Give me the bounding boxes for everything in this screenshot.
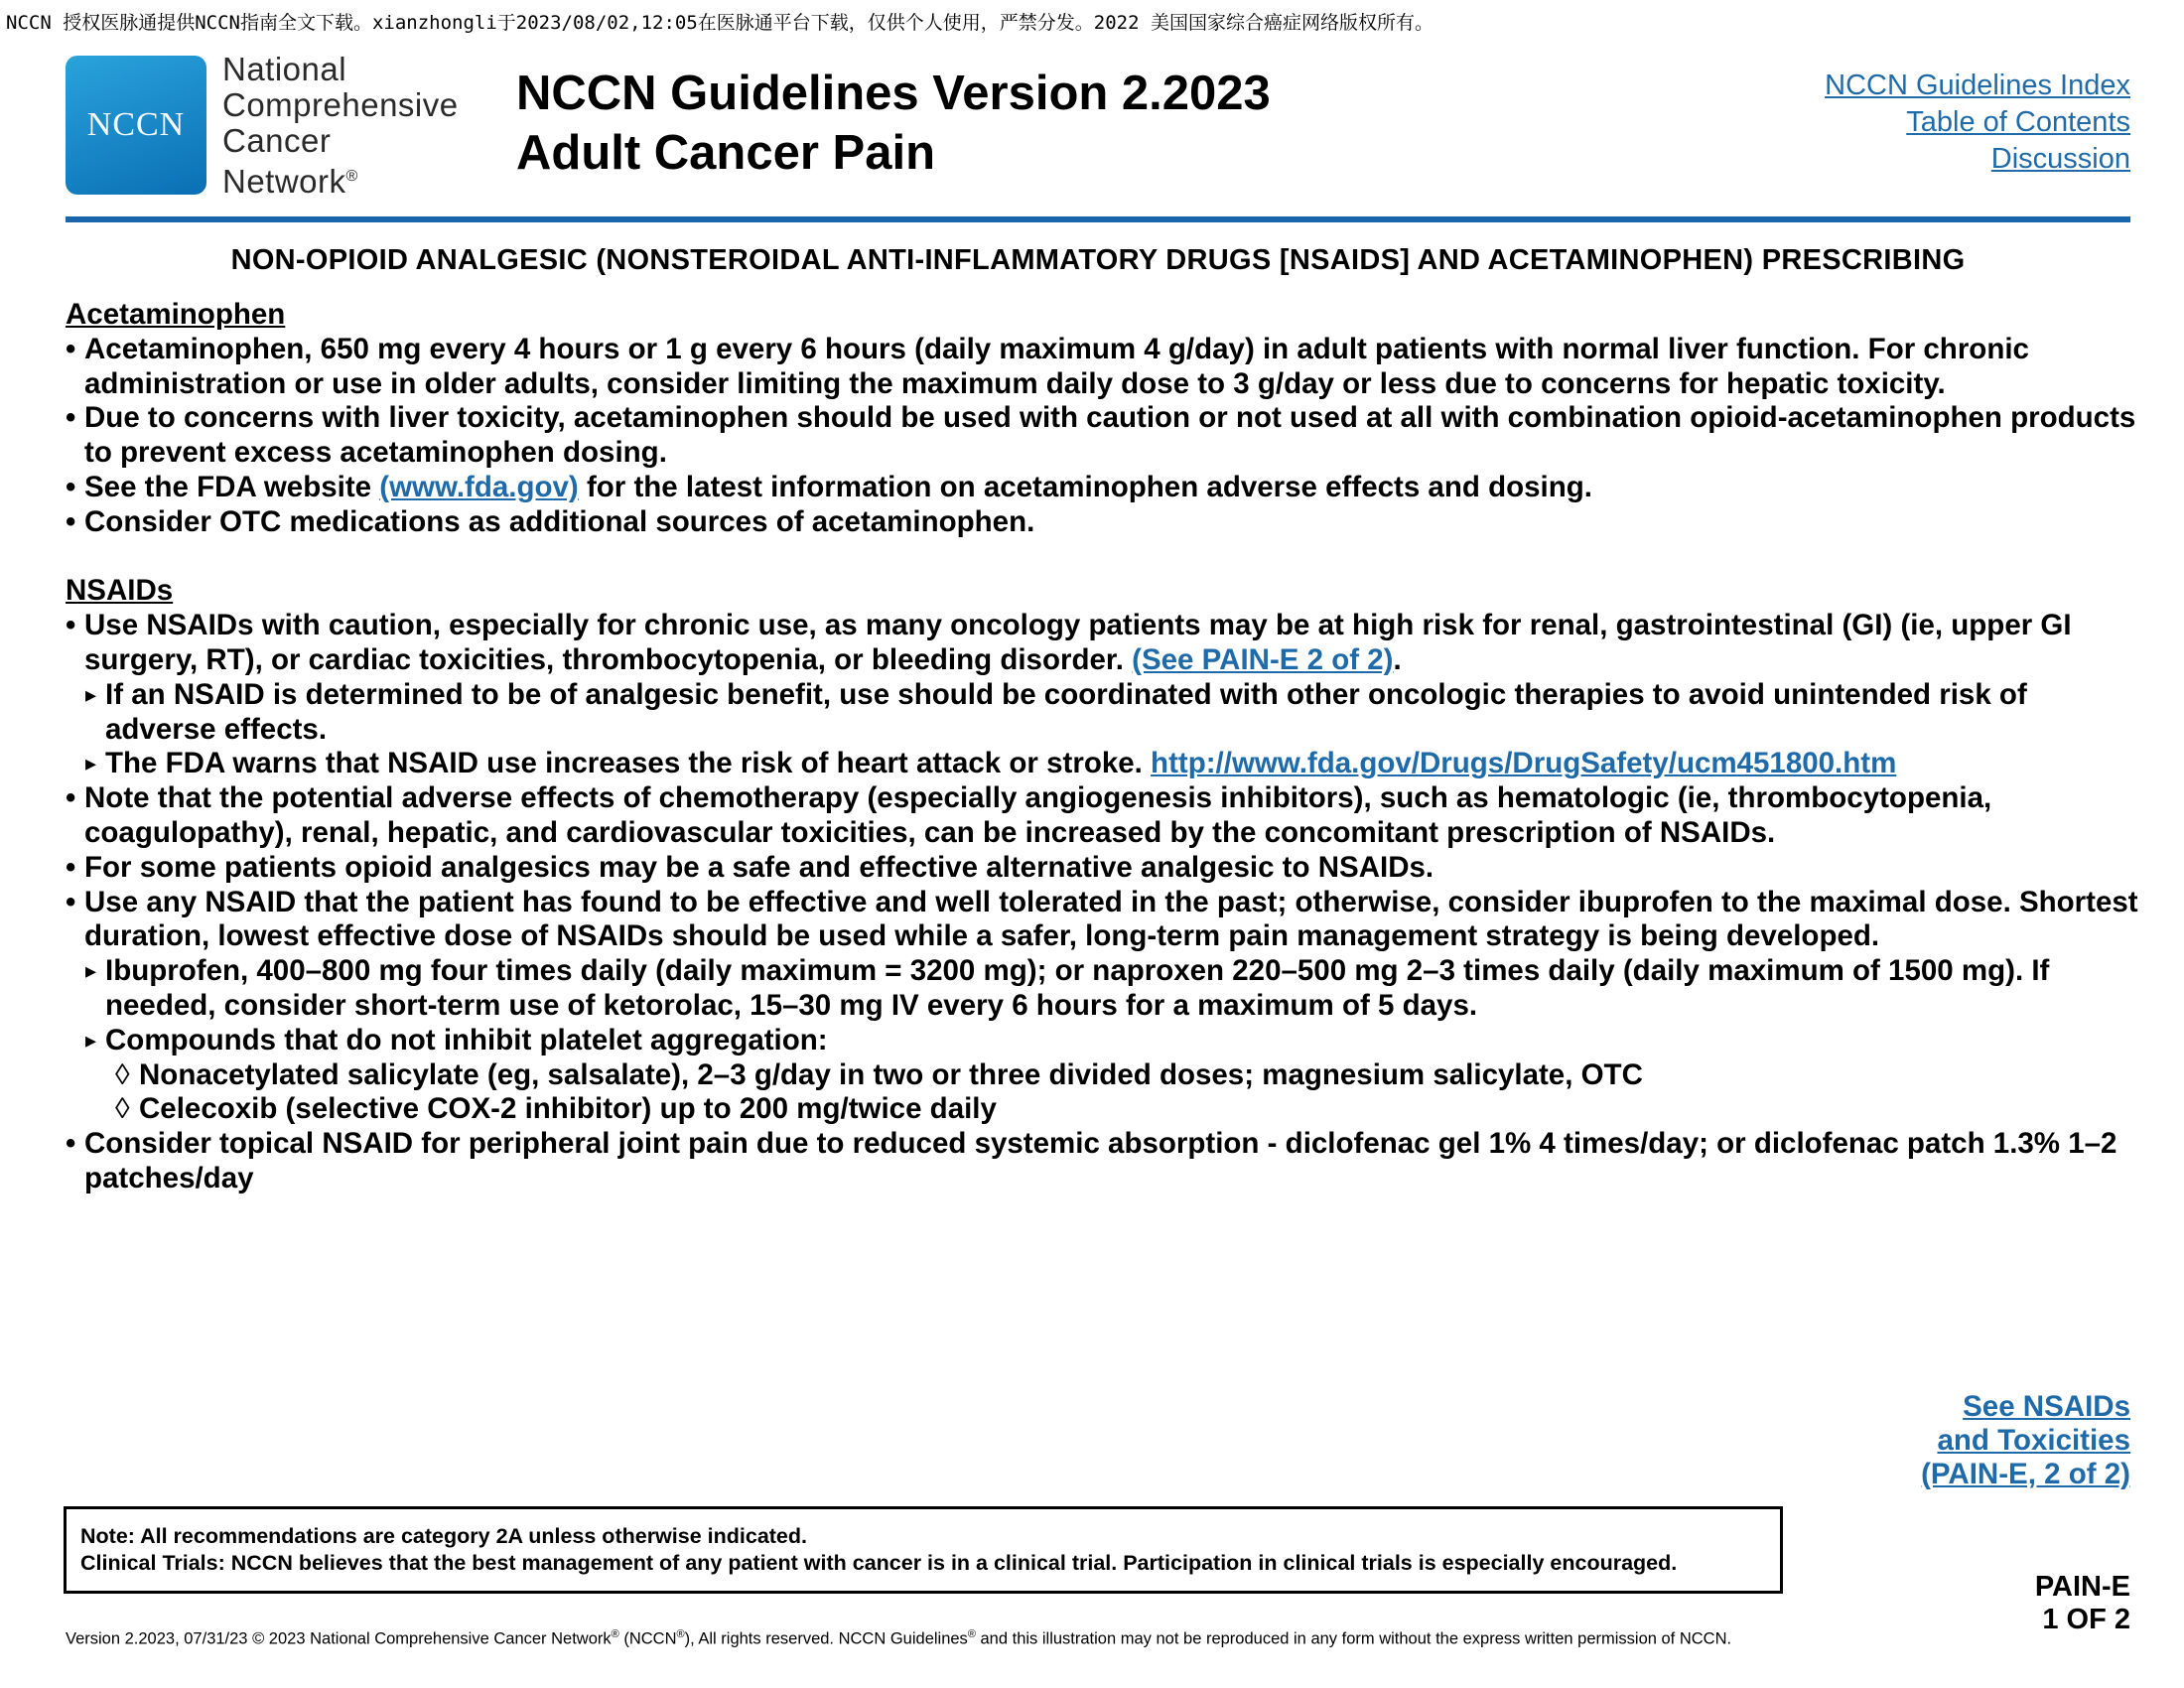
nccn-logo <box>66 56 206 195</box>
table-of-contents-link[interactable]: Table of Contents <box>1906 106 2130 138</box>
bullet-icon: • <box>66 470 76 503</box>
bullet-text: . <box>1393 642 1402 676</box>
copyright-text: Version 2.2023, 07/31/23 © 2023 National Comprehensive Cancer Network <box>66 1629 612 1648</box>
note-box <box>64 1506 1783 1594</box>
pain-e-2-link[interactable]: (See PAIN-E 2 of 2) <box>1132 642 1394 676</box>
header-divider <box>66 216 2130 222</box>
registered-mark: ® <box>345 168 358 185</box>
fda-website-link[interactable]: (www.fda.gov) <box>379 470 579 503</box>
sub-list-item <box>66 954 2140 1024</box>
guideline-topic: Adult Cancer Pain <box>516 126 936 180</box>
org-name-line: National <box>222 51 347 87</box>
bullet-text: Consider topical NSAID for peripheral joint pain due to reduced systemic absorption - diclofenac gel 1% 4 times/day; or diclofenac patch 1.3% 1–2 patches/day <box>84 1127 2117 1195</box>
bullet-icon: • <box>66 504 76 538</box>
registered-mark: ® <box>676 1628 685 1640</box>
bullet-text: For some patients opioid analgesics may be a safe and effective alternative analgesic to NSAIDs. <box>84 850 1434 884</box>
bullet-text: See the FDA website <box>84 470 380 503</box>
bullet-icon: • <box>66 885 76 918</box>
bullet-icon: • <box>66 850 76 884</box>
bullet-text: Due to concerns with liver toxicity, acetaminophen should be used with caution or not used at all with combination opioid-acetaminophen products to prevent excess acetaminophen dosing. <box>84 401 2136 470</box>
bullet-icon: • <box>66 401 76 435</box>
sub-sub-list-item <box>66 1092 2140 1127</box>
org-name-line: Comprehensive <box>222 86 459 123</box>
bullet-text: Compounds that do not inhibit platelet aggregation: <box>105 1023 828 1056</box>
bullet-text: Use any NSAID that the patient has found to be effective and well tolerated in the past; otherwise, consider ibuprofen to the maximal dose. Shortest duration, lowest effective dose of NSAIDs should be used while a safer, long-term pain management strategy is being developed. <box>84 885 2138 953</box>
note-category: Note: All recommendations are category 2A unless otherwise indicated. <box>80 1524 807 1548</box>
organization-name <box>222 52 459 200</box>
list-item <box>66 333 2140 402</box>
bullet-text: If an NSAID is determined to be of analgesic benefit, use should be coordinated with other oncologic therapies to avoid unintended risk of adverse effects. <box>105 677 2027 746</box>
arrow-bullet-icon: ▸ <box>85 1027 97 1053</box>
list-item <box>66 505 2140 540</box>
diamond-bullet-icon: ◊ <box>115 1092 130 1126</box>
spacer <box>66 540 2140 575</box>
sub-list-item <box>66 678 2140 748</box>
list-item <box>66 886 2140 955</box>
nsaids-toxicities-link[interactable] <box>1921 1390 2130 1491</box>
download-watermark: NCCN 授权医脉通提供NCCN指南全文下载。xianzhongli于2023/08/02,12:05在医脉通平台下载，仅供个人使用，严禁分发。2022 美国国家综合癌症网络版权所有。 <box>6 12 1434 34</box>
side-link-line[interactable]: (PAIN-E, 2 of 2) <box>1921 1458 2130 1490</box>
arrow-bullet-icon: ▸ <box>85 958 97 984</box>
list-item <box>66 609 2140 678</box>
copyright-text: (NCCN <box>618 1629 677 1648</box>
bullet-text: The FDA warns that NSAID use increases the risk of heart attack or stroke. <box>105 747 1152 780</box>
section-heading: NON-OPIOID ANALGESIC (NONSTEROIDAL ANTI-INFLAMMATORY DRUGS [NSAIDS] AND ACETAMINOPHEN) PRESCRIBING <box>230 244 1966 276</box>
header-links <box>1825 68 2130 178</box>
bullet-icon: • <box>66 781 76 815</box>
bullet-text: Acetaminophen, 650 mg every 4 hours or 1 g every 6 hours (daily maximum 4 g/day) in adult patients with normal liver function. For chronic administration or use in older adults, consider limiting the maximum daily dose to 3 g/day or less due to concerns for hepatic toxicity. <box>84 332 2029 400</box>
copyright-text: and this illustration may not be reproduced in any form without the express written permission of NCCN. <box>975 1629 1732 1648</box>
sub-list-item <box>66 747 2140 781</box>
page-code: PAIN-E <box>2034 1571 2130 1603</box>
bullet-text: Note that the potential adverse effects of chemotherapy (especially angiogenesis inhibitors), such as hematologic (ie, thrombocytopenia, coagulopathy), renal, hepatic, and cardiovascular toxicities, can be increased by the concomitant prescription of NSAIDs. <box>84 781 1992 849</box>
nsaids-title: NSAIDs <box>66 574 174 608</box>
page-number: 1 OF 2 <box>2042 1604 2130 1635</box>
guidelines-version: NCCN Guidelines Version 2.2023 <box>516 67 1271 120</box>
note-clinical-trials: Clinical Trials: NCCN believes that the best management of any patient with cancer is in a clinical trial. Participation in clinical trials is especially encouraged. <box>80 1551 1678 1575</box>
bullet-text: Ibuprofen, 400–800 mg four times daily (daily maximum = 3200 mg); or naproxen 220–500 mg 2–3 times daily (daily maximum of 1500 mg). If needed, consider short-term use of ketorolac, 15–30 mg IV every 6 hours for a maximum of 5 days. <box>105 954 2050 1022</box>
list-item <box>66 471 2140 505</box>
discussion-link[interactable]: Discussion <box>1990 143 2130 175</box>
logo-mark: NCCN <box>86 106 186 143</box>
org-name-last: Network <box>222 163 346 200</box>
arrow-bullet-icon: ▸ <box>85 751 97 776</box>
list-item <box>66 1127 2140 1196</box>
bullet-icon: • <box>66 609 76 642</box>
copyright-text: ), All rights reserved. NCCN Guidelines <box>684 1629 968 1648</box>
registered-mark: ® <box>967 1628 976 1640</box>
bullet-text: Use NSAIDs with caution, especially for chronic use, as many oncology patients may be at high risk for renal, gastrointestinal (GI) (ie, upper GI surgery, RT), or cardiac toxicities, thrombocytopenia, or bleeding disorder. <box>84 609 2072 676</box>
sub-list-item <box>66 1024 2140 1058</box>
page-title <box>516 64 1271 183</box>
diamond-bullet-icon: ◊ <box>115 1057 130 1091</box>
bullet-text: Celecoxib (selective COX-2 inhibitor) up to 200 mg/twice daily <box>139 1092 997 1126</box>
acetaminophen-title: Acetaminophen <box>66 298 286 331</box>
registered-mark: ® <box>611 1628 619 1640</box>
bullet-icon: • <box>66 332 76 365</box>
list-item <box>66 851 2140 886</box>
page-identifier <box>2035 1571 2130 1636</box>
bullet-text: Consider OTC medications as additional sources of acetaminophen. <box>84 504 1035 538</box>
fda-drug-safety-link[interactable]: http://www.fda.gov/Drugs/DrugSafety/ucm451800.htm <box>1151 747 1897 780</box>
bullet-text: for the latest information on acetaminophen adverse effects and dosing. <box>578 470 1592 503</box>
sub-sub-list-item <box>66 1058 2140 1093</box>
bullet-icon: • <box>66 1127 76 1161</box>
org-name-line: Cancer <box>222 122 332 159</box>
org-name-line <box>222 159 459 200</box>
copyright-footer <box>66 1628 1731 1649</box>
list-item <box>66 781 2140 851</box>
main-content <box>66 298 2140 1196</box>
side-link-line[interactable]: See NSAIDs <box>1963 1390 2130 1423</box>
guidelines-index-link[interactable]: NCCN Guidelines Index <box>1825 70 2130 101</box>
arrow-bullet-icon: ▸ <box>85 681 97 707</box>
side-link-line[interactable]: and Toxicities <box>1937 1424 2130 1457</box>
list-item <box>66 401 2140 471</box>
bullet-text: Nonacetylated salicylate (eg, salsalate), 2–3 g/day in two or three divided doses; magnesium salicylate, OTC <box>139 1057 1643 1091</box>
